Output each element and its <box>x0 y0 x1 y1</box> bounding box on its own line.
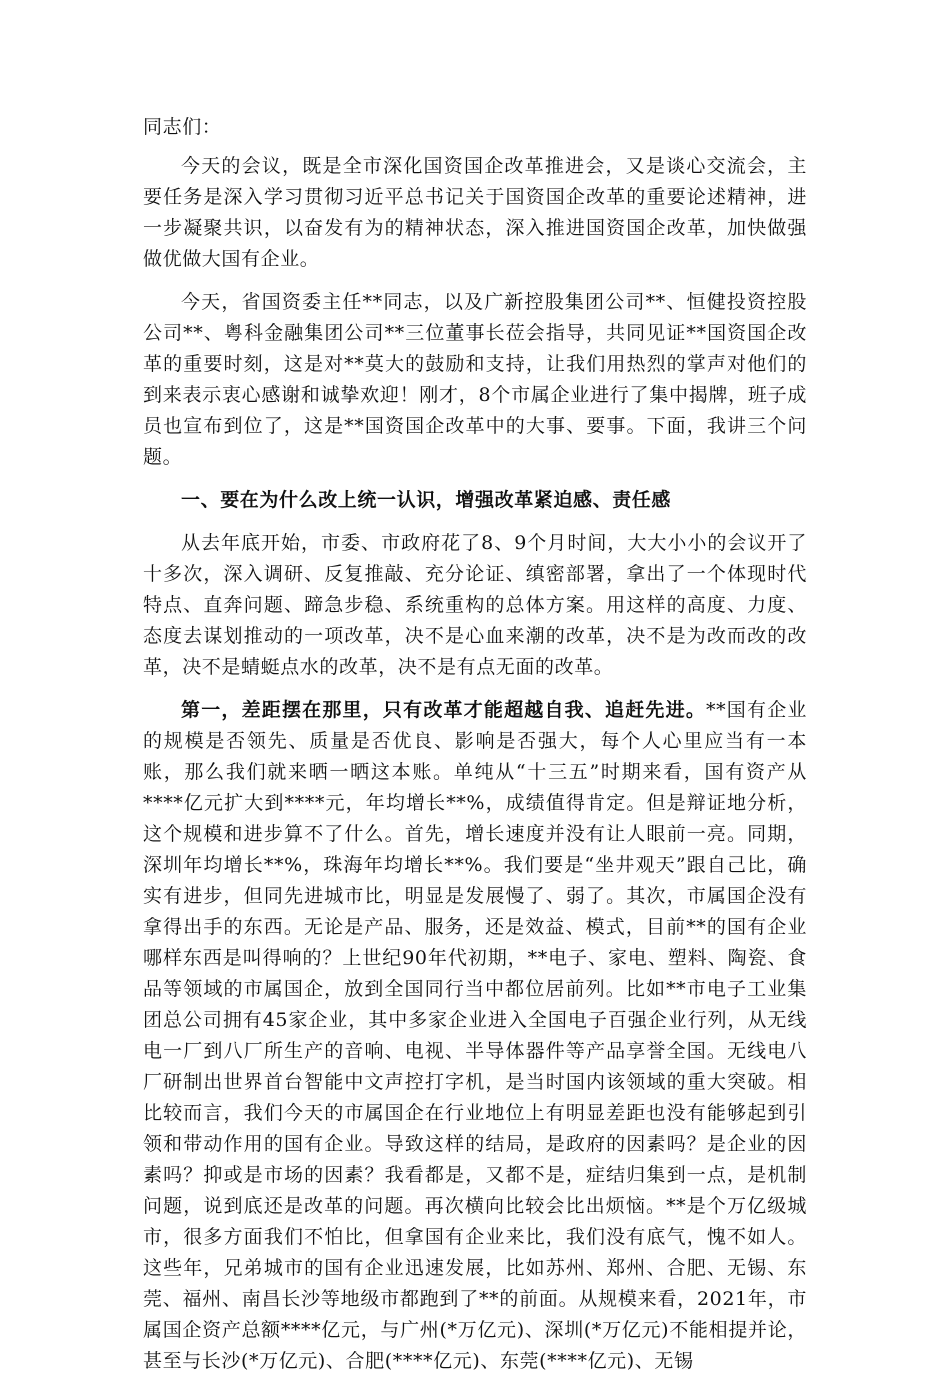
welcome-paragraph: 今天，省国资委主任**同志，以及广新控股集团公司**、恒健投资控股公司**、粤科金融集团公司**三位董事长莅会指导，共同见证**国资国企改革的重要时刻，这是对**莫大的鼓励和支持，让我们用热烈的掌声对他们的到来表示衷心感谢和诚挚欢迎！刚才，8个市属企业进行了集中揭牌，班子成员也宣布到位了，这是**国资国企改革中的大事、要事。下面，我讲三个问题。 <box>143 291 807 468</box>
point1-lead: 第一，差距摆在那里，只有改革才能超越自我、追赶先进。 <box>181 699 707 721</box>
point1-body: **国有企业的规模是否领先、质量是否优良、影响是否强大，每个人心里应当有一本账，那么我们就来晒一晒这本账。单纯从“十三五”时期来看，国有资产从****亿元扩大到****元，年均增长**%，成绩值得肯定。但是辩证地分析，这个规模和进步算不了什么。首先，增长速度并没有让人眼前一亮。同期，深圳年均增长**%，珠海年均增长**%。我们要是“坐井观天”跟自己比，确实有进步，但同先进城市比，明显是发展慢了、弱了。其次，市属国企没有拿得出手的东西。无论是产品、服务，还是效益、模式，目前**的国有企业哪样东西是叫得响的？上世纪90年代初期，**电子、家电、塑料、陶瓷、食品等领域的市属国企，放到全国同行当中都位居前列。比如**市电子工业集团总公司拥有45家企业，其中多家企业进入全国电子百强企业行列，从无线电一厂到八厂所生产的音响、电视、半导体器件等产品享誉全国。无线电八厂研制出世界首台智能中文声控打字机，是当时国内该领域的重大突破。相比较而言，我们今天的市属国企在行业地位上有明显差距也没有能够起到引领和带动作用的国有企业。导致这样的结局，是政府的因素吗？是企业的因素吗？抑或是市场的因素？我看都是，又都不是，症结归集到一点，是机制问题，说到底还是改革的问题。再次横向比较会比出烦恼。**是个万亿级城市，很多方面我们不怕比，但拿国有企业来比，我们没有底气，愧不如人。这些年，兄弟城市的国有企业迅速发展，比如苏州、郑州、合肥、无锡、东莞、福州、南昌长沙等地级市都跑到了**的前面。从规模来看，2021年，市属国企资产总额****亿元，与广州(*万亿元)、深圳(*万亿元)不能相提并论，甚至与长沙(*万亿元)、合肥(****亿元)、东莞(****亿元)、无锡 <box>143 699 807 1372</box>
document-body <box>143 112 807 1377</box>
section1-paragraph: 从去年底开始，市委、市政府花了8、9个月时间，大大小小的会议开了十多次，深入调研、反复推敲、充分论证、缜密部署，拿出了一个体现时代特点、直奔问题、蹄急步稳、系统重构的总体方案。用这样的高度、力度、态度去谋划推动的一项改革，决不是心血来潮的改革，决不是为改而改的改革，决不是蜻蜓点水的改革，决不是有点无面的改革。 <box>143 532 807 678</box>
point1-paragraph <box>143 695 807 1377</box>
salutation: 同志们： <box>143 116 222 138</box>
section-heading-1: 一、要在为什么改上统一认识，增强改革紧迫感、责任感 <box>181 489 672 511</box>
opening-paragraph: 今天的会议，既是全市深化国资国企改革推进会，又是谈心交流会，主要任务是深入学习贯彻习近平总书记关于国资国企改革的重要论述精神，进一步凝聚共识，以奋发有为的精神状态，深入推进国资国企改革，加快做强做优做大国有企业。 <box>143 155 807 270</box>
